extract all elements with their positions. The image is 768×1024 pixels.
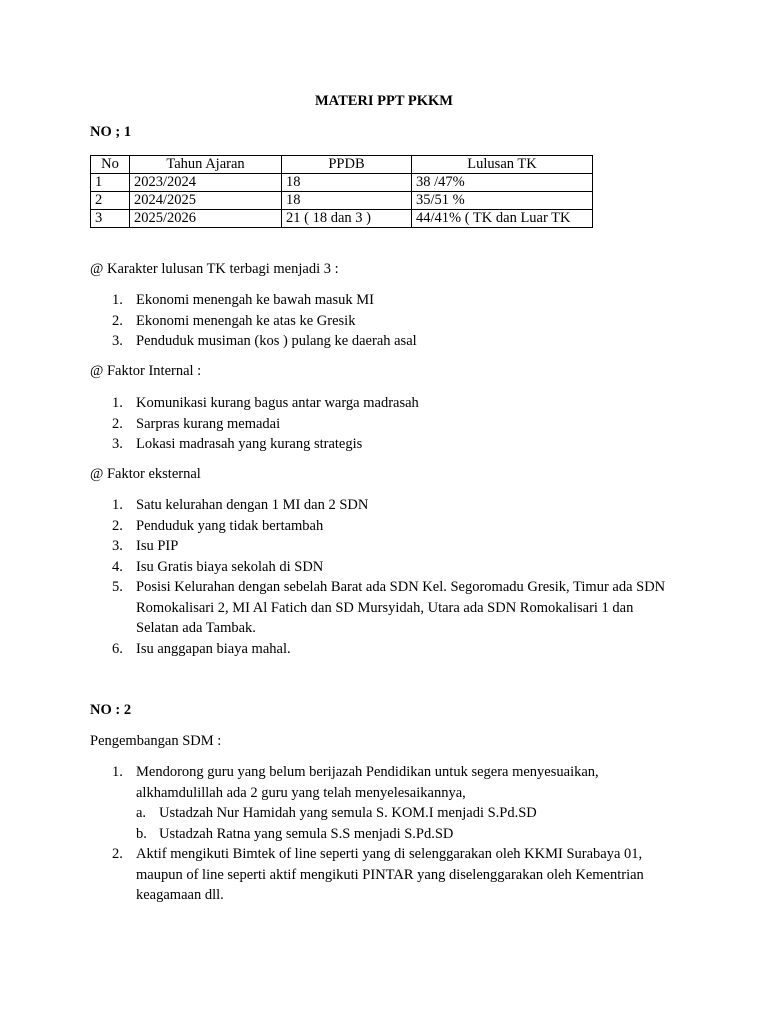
header-no: No xyxy=(91,156,130,174)
list-item: 2. Aktif mengikuti Bimtek of line seperti yang di selenggarakan oleh KKMI Surabaya 01, maupun of line seperti aktif mengikuti PINTAR yang diselenggarakan oleh Kementrian keagamaan dll. xyxy=(112,846,644,903)
list-item: 1. Satu kelurahan dengan 1 MI dan 2 SDN xyxy=(112,497,369,513)
table-cell: 38 /47% xyxy=(412,174,593,192)
list-item: 4. Isu Gratis biaya sekolah di SDN xyxy=(112,558,324,575)
internal-intro: @ Faktor Internal : xyxy=(90,363,202,379)
sdm-list xyxy=(90,762,670,906)
section2-heading: NO : 2 xyxy=(90,702,132,718)
table-cell: 44/41% ( TK dan Luar TK xyxy=(412,210,593,228)
karakter-intro: @ Karakter lulusan TK terbagi menjadi 3 : xyxy=(90,261,339,277)
table-row xyxy=(91,210,593,228)
header-lulusan-tk: Lulusan TK xyxy=(412,156,593,174)
sdm-intro: Pengembangan SDM : xyxy=(90,733,222,749)
page-title: MATERI PPT PKKM xyxy=(314,93,453,109)
list-item: 2. Ekonomi menengah ke atas ke Gresik xyxy=(112,312,356,329)
table-cell: 1 xyxy=(91,174,130,192)
sub-list xyxy=(136,803,670,844)
table-row xyxy=(91,174,593,192)
list-item: 5. Posisi Kelurahan dengan sebelah Barat ada SDN Kel. Segoromadu Gresik, Timur ada SDN Romokalisari 2, MI Al Fatich dan SD Mursyidah, Utara ada SDN Romokalisari 1 dan Selatan ada Tambak. xyxy=(112,579,666,636)
header-tahun-ajaran: Tahun Ajaran xyxy=(130,156,282,174)
table-row xyxy=(91,192,593,210)
list-item: 6. Isu anggapan biaya mahal. xyxy=(112,640,291,657)
table-cell: 18 xyxy=(282,174,412,192)
karakter-list xyxy=(90,290,670,352)
table-cell: 2 xyxy=(91,192,130,210)
table-cell: 2025/2026 xyxy=(130,210,282,228)
list-item: 3. Penduduk musiman (kos ) pulang ke daerah asal xyxy=(112,333,417,349)
list-item: 1. Komunikasi kurang bagus antar warga madrasah xyxy=(112,395,419,411)
table-cell: 2024/2025 xyxy=(130,192,282,210)
list-item: 3. Isu PIP xyxy=(112,538,179,554)
table-cell: 2023/2024 xyxy=(130,174,282,192)
table-cell: 3 xyxy=(91,210,130,228)
list-item: 1. Ekonomi menengah ke bawah masuk MI xyxy=(112,292,374,308)
sub-list-item: a. Ustadzah Nur Hamidah yang semula S. KOM.I menjadi S.Pd.SD xyxy=(136,805,537,821)
list-item: 1. Mendorong guru yang belum berijazah Pendidikan untuk segera menyesuaikan, alkhamdulillah ada 2 guru yang telah menyelesaikannya, a. Ustadzah Nur Hamidah yang semula S. KOM.I menjadi S.Pd.SD b. Ustadzah Ratna yang semula S.S menjadi S.Pd.SD xyxy=(90,762,670,844)
eksternal-intro: @ Faktor eksternal xyxy=(90,466,201,482)
table-header-row xyxy=(91,156,593,174)
list-item: 2. Penduduk yang tidak bertambah xyxy=(112,517,324,534)
sub-list-item: b. Ustadzah Ratna yang semula S.S menjadi S.Pd.SD xyxy=(136,825,454,842)
table-cell: 21 ( 18 dan 3 ) xyxy=(282,210,412,228)
internal-list xyxy=(90,393,670,455)
table-cell: 35/51 % xyxy=(412,192,593,210)
list-item: 3. Lokasi madrasah yang kurang strategis xyxy=(112,436,363,452)
section1-heading: NO ; 1 xyxy=(90,124,132,140)
tk-graduates-table xyxy=(90,155,593,228)
list-item: 2. Sarpras kurang memadai xyxy=(112,415,281,432)
table-cell: 18 xyxy=(282,192,412,210)
eksternal-list xyxy=(90,495,670,659)
header-ppdb: PPDB xyxy=(282,156,412,174)
